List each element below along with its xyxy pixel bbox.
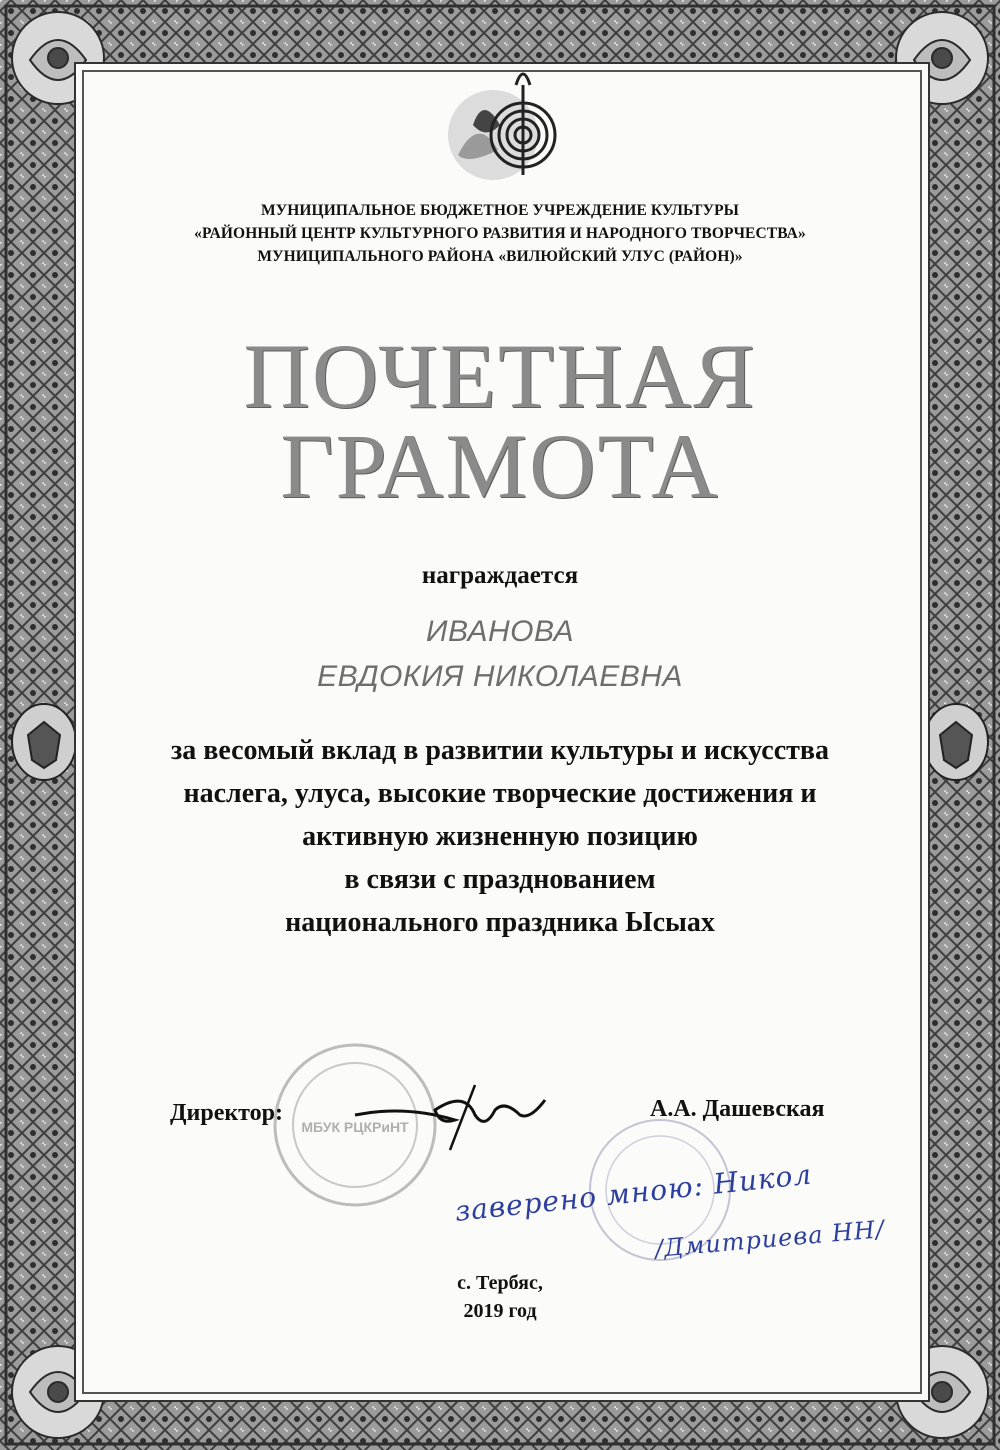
reason-line-3: активную жизненную позицию: [302, 821, 698, 852]
eagle-emblem-right: [924, 704, 988, 780]
recipient-given-names: ЕВДОКИЯ НИКОЛАЕВНА: [317, 660, 683, 693]
certificate-title-line-1: ПОЧЕТНАЯ: [243, 325, 757, 427]
reason-line-4: в связи с празднованием: [344, 864, 656, 895]
center-logo: [438, 55, 572, 190]
organization-line-2: «РАЙОННЫЙ ЦЕНТР КУЛЬТУРНОГО РАЗВИТИЯ И НАРОДНОГО ТВОРЧЕСТВА»: [194, 225, 806, 242]
director-name: А.А. Дашевская: [650, 1096, 825, 1122]
eagle-emblem-left: [12, 704, 76, 780]
reason-line-1: за весомый вклад в развитии культуры и искусства: [170, 735, 830, 766]
certificate-title-line-2: ГРАМОТА: [280, 415, 720, 517]
reason-line-5: национального праздника Ысыах: [285, 907, 715, 938]
place-label: с. Тербяс,: [457, 1272, 543, 1294]
certification-note-line-1: заверено мною: Никол: [453, 1157, 814, 1228]
certification-note-line-2: /Дмитриева НН/: [653, 1214, 886, 1263]
reason-line-2: наслега, улуса, высокие творческие достижения и: [183, 778, 817, 809]
director-signature: [345, 1070, 565, 1160]
organization-line-1: МУНИЦИПАЛЬНОЕ БЮДЖЕТНОЕ УЧРЕЖДЕНИЕ КУЛЬТУРЫ: [261, 202, 739, 219]
organization-line-3: МУНИЦИПАЛЬНОГО РАЙОНА «ВИЛЮЙСКИЙ УЛУС (РАЙОН)»: [257, 248, 743, 265]
awarded-label: награждается: [421, 562, 579, 589]
year-label: 2019 год: [463, 1300, 537, 1322]
director-label: Директор:: [170, 1100, 283, 1126]
stamp-text: МБУК РЦКРиНТ: [301, 1119, 409, 1135]
recipient-surname: ИВАНОВА: [425, 615, 574, 648]
